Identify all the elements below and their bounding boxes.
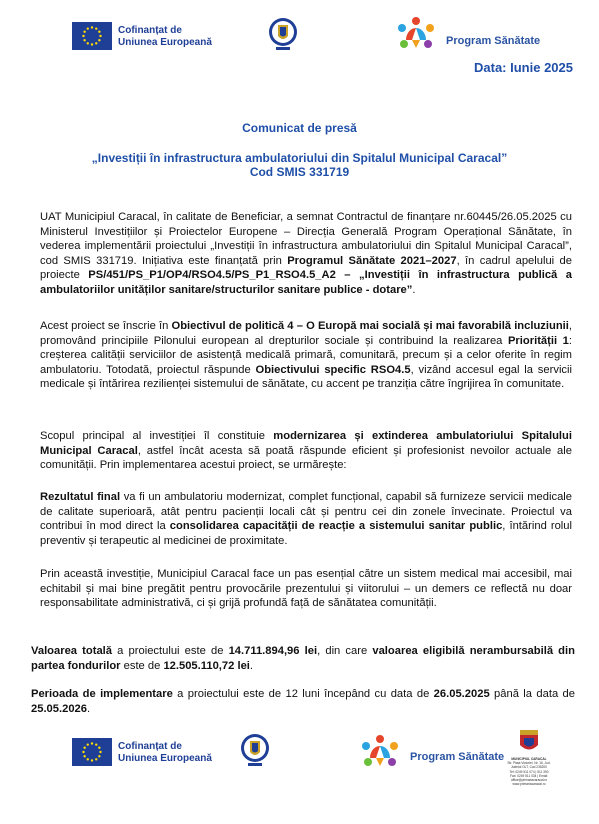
paragraph-conclusion — [40, 567, 572, 611]
p1-bold-2: PS/451/PS_P1/OP4/RSO4.5/PS_P1_RSO4.5_A2 – „Investiții în infrastructura publică a ambulatoriilor unităților sanitare/structurilor sanitare publice - dotare” — [40, 269, 572, 296]
p2-bold-1: Obiectivul de politică 4 – O Europă mai socială și mai favorabilă incluziunii — [171, 320, 569, 332]
eu-line-1: Cofinanțat de — [118, 741, 182, 752]
p7-bold-3: 25.05.2026 — [31, 702, 87, 715]
paragraph-objective — [40, 319, 572, 392]
eu-star-icon — [87, 758, 89, 760]
project-title — [0, 151, 599, 179]
p1-text-2: , în cadrul apelului de proiecte — [40, 254, 572, 281]
eu-star-icon — [95, 743, 97, 745]
eu-star-icon — [87, 27, 89, 29]
city-line: Județul OLT, Cod 235200 — [511, 765, 547, 770]
city-line: Tel: 0249 511 074 | 511 390 — [509, 769, 549, 774]
p6-bold-2: 14.711.894,96 lei — [228, 645, 318, 657]
p2-text-3: : creșterea calității serviciilor de asistență medicală primară, comunitară, precum și a celor oferite în regim ambulatoriu. Totodată, proiectul răspunde — [40, 334, 572, 376]
p1-text-1: UAT Municipiul Caracal, în calitate de Beneficiar, a semnat Contractul de finanțare nr.60445/26.05.2025 cu Ministerul Investițiilor și Proiectelor Europene – Direcția Generală Program Operațional Sănătate, în vederea implementării proiectului „Investiții în infrastructura ambulatoriului din Spitalul Municipal Caracal”, cod SMIS 331719. Inițiativa este finanțată prin — [40, 211, 572, 267]
city-line: office@primariacaracal.ro — [510, 778, 548, 783]
eu-star-icon — [91, 43, 93, 45]
eu-star-icon — [98, 39, 100, 41]
eu-star-icon — [95, 27, 97, 29]
p6-text-1: a proiectului este de — [112, 645, 229, 657]
caracal-city-info — [494, 757, 564, 786]
p4-text-2: , întărind rolul preventiv și terapeutic al medicinei de proximitate. — [40, 520, 572, 547]
caracal-city-crest-icon — [518, 730, 540, 754]
p2-text-4: , vizând accesul egal la servicii medicale și întărirea rezilienței sistemului de sănătate, cu accent pe tranziția către îngrijirea în comunitate. — [40, 363, 572, 390]
p6-bold-1: Valoarea totală — [31, 645, 113, 657]
p7-bold-2: 26.05.2025 — [433, 688, 490, 700]
eu-star-icon — [95, 42, 97, 44]
program-sanatate-logo-icon — [356, 732, 404, 772]
p2-text-1: Acest proiect se înscrie în — [40, 320, 172, 332]
eu-star-icon — [99, 35, 101, 37]
project-title-line-2: Cod SMIS 331719 — [249, 165, 350, 179]
eu-star-icon — [82, 751, 84, 753]
header-logo-row — [0, 14, 599, 64]
p7-text-3: . — [87, 702, 91, 715]
program-sanatate-logo-icon — [392, 14, 440, 54]
eu-star-icon — [87, 743, 89, 745]
government-crest-icon — [240, 732, 270, 768]
p7-text-2: până la data de — [489, 688, 575, 700]
p1-text-3: . — [412, 283, 416, 296]
paragraph-scope — [40, 429, 572, 473]
p6-text-3: este de — [120, 659, 164, 672]
p2-bold-3: Obiectivului specific RSO4.5 — [255, 363, 411, 376]
p6-text-2: , din care — [317, 645, 373, 657]
eu-star-icon — [87, 42, 89, 44]
p2-bold-2: Priorității 1 — [507, 334, 569, 347]
p7-bold-1: Perioada de implementare — [31, 688, 173, 700]
program-sanatate-label: Program Sănătate — [410, 751, 505, 763]
city-line: www.primariacaracal.ro — [512, 782, 546, 787]
comunicat-heading: Comunicat de presă — [242, 121, 357, 135]
eu-star-icon — [91, 26, 93, 28]
p5-text-1: Prin această investiție, Municipiul Caracal face un pas esențial către un sistem medical mai accesibil, mai echitabil și mai bine pregătit pentru provocările prezentului și viitorului – un demers ce reflectă nu doar responsabilitate administrativă, ci și grijă profundă față de sănătatea comunității. — [40, 568, 572, 609]
eu-line-1: Cofinanțat de — [118, 25, 182, 36]
city-line: Str. Piața Victoriei, Nr. 16, Jud. — [507, 761, 551, 766]
p3-text-2: , astfel încât acesta să poată răspunde eficient și profesionist nevoilor actuale ale comunității. Prin implementarea acestui proiect, se urmărește: — [40, 444, 572, 471]
eu-star-icon — [98, 755, 100, 757]
city-line: Fax: 0249 511 034 | Email: — [510, 773, 548, 778]
p6-bold-4: 12.505.110,72 lei — [163, 659, 250, 672]
eu-flag-icon — [72, 738, 112, 766]
city-name: MUNICIPIUL CARACAL — [511, 757, 547, 761]
p3-text-1: Scopul principal al investiției îl constituie — [40, 430, 274, 442]
eu-cofinantat-text — [118, 25, 212, 49]
p6-bold-3: valoarea eligibilă nerambursabilă din partea fondurilor — [31, 645, 575, 672]
government-crest-icon — [268, 16, 298, 52]
program-sanatate-label: Program Sănătate — [446, 35, 541, 47]
eu-line-2: Uniunea Europeană — [118, 37, 212, 48]
eu-star-icon — [83, 747, 85, 749]
eu-star-icon — [95, 758, 97, 760]
eu-star-icon — [82, 35, 84, 37]
p3-bold-1: modernizarea și extinderea ambulatoriului Spitalului Municipal Caracal — [40, 430, 572, 457]
eu-line-2: Uniunea Europeană — [118, 753, 212, 764]
p1-bold-1: Programul Sănătate 2021–2027 — [287, 254, 457, 267]
eu-star-icon — [99, 751, 101, 753]
date-label: Data: Iunie 2025 — [474, 60, 573, 75]
eu-flag-icon — [72, 22, 112, 50]
eu-star-icon — [91, 759, 93, 761]
p4-text-1: va fi un ambulatoriu modernizat, complet funcțional, capabil să furnizeze servicii medicale de calitate superioară, atât pentru pacienții locali cât și pentru cei din zonele învecinate. Proiectul va contribui în mod direct la — [40, 491, 573, 532]
eu-star-icon — [83, 31, 85, 33]
p2-text-2: , promovând principiile Pilonului european al drepturilor sociale și contribuind la realizarea — [40, 320, 572, 347]
paragraph-contract — [40, 210, 572, 297]
p6-text-4: . — [249, 659, 254, 672]
eu-star-icon — [98, 31, 100, 33]
eu-star-icon — [91, 742, 93, 744]
footer-logo-row — [0, 730, 599, 787]
p4-bold-1: Rezultatul final — [40, 491, 121, 503]
paragraph-value — [31, 644, 575, 673]
eu-cofinantat-text — [118, 741, 212, 765]
eu-star-icon — [83, 755, 85, 757]
eu-star-icon — [98, 747, 100, 749]
p4-bold-2: consolidarea capacității de reacție a sistemului sanitar public — [169, 520, 503, 532]
paragraph-result — [40, 490, 572, 548]
paragraph-period — [31, 687, 575, 716]
project-title-line-1: „Investiții în infrastructura ambulatoriului din Spitalul Municipal Caracal” — [91, 151, 508, 165]
p7-text-1: a proiectului este de 12 luni începând cu data de — [172, 688, 434, 700]
eu-star-icon — [83, 39, 85, 41]
